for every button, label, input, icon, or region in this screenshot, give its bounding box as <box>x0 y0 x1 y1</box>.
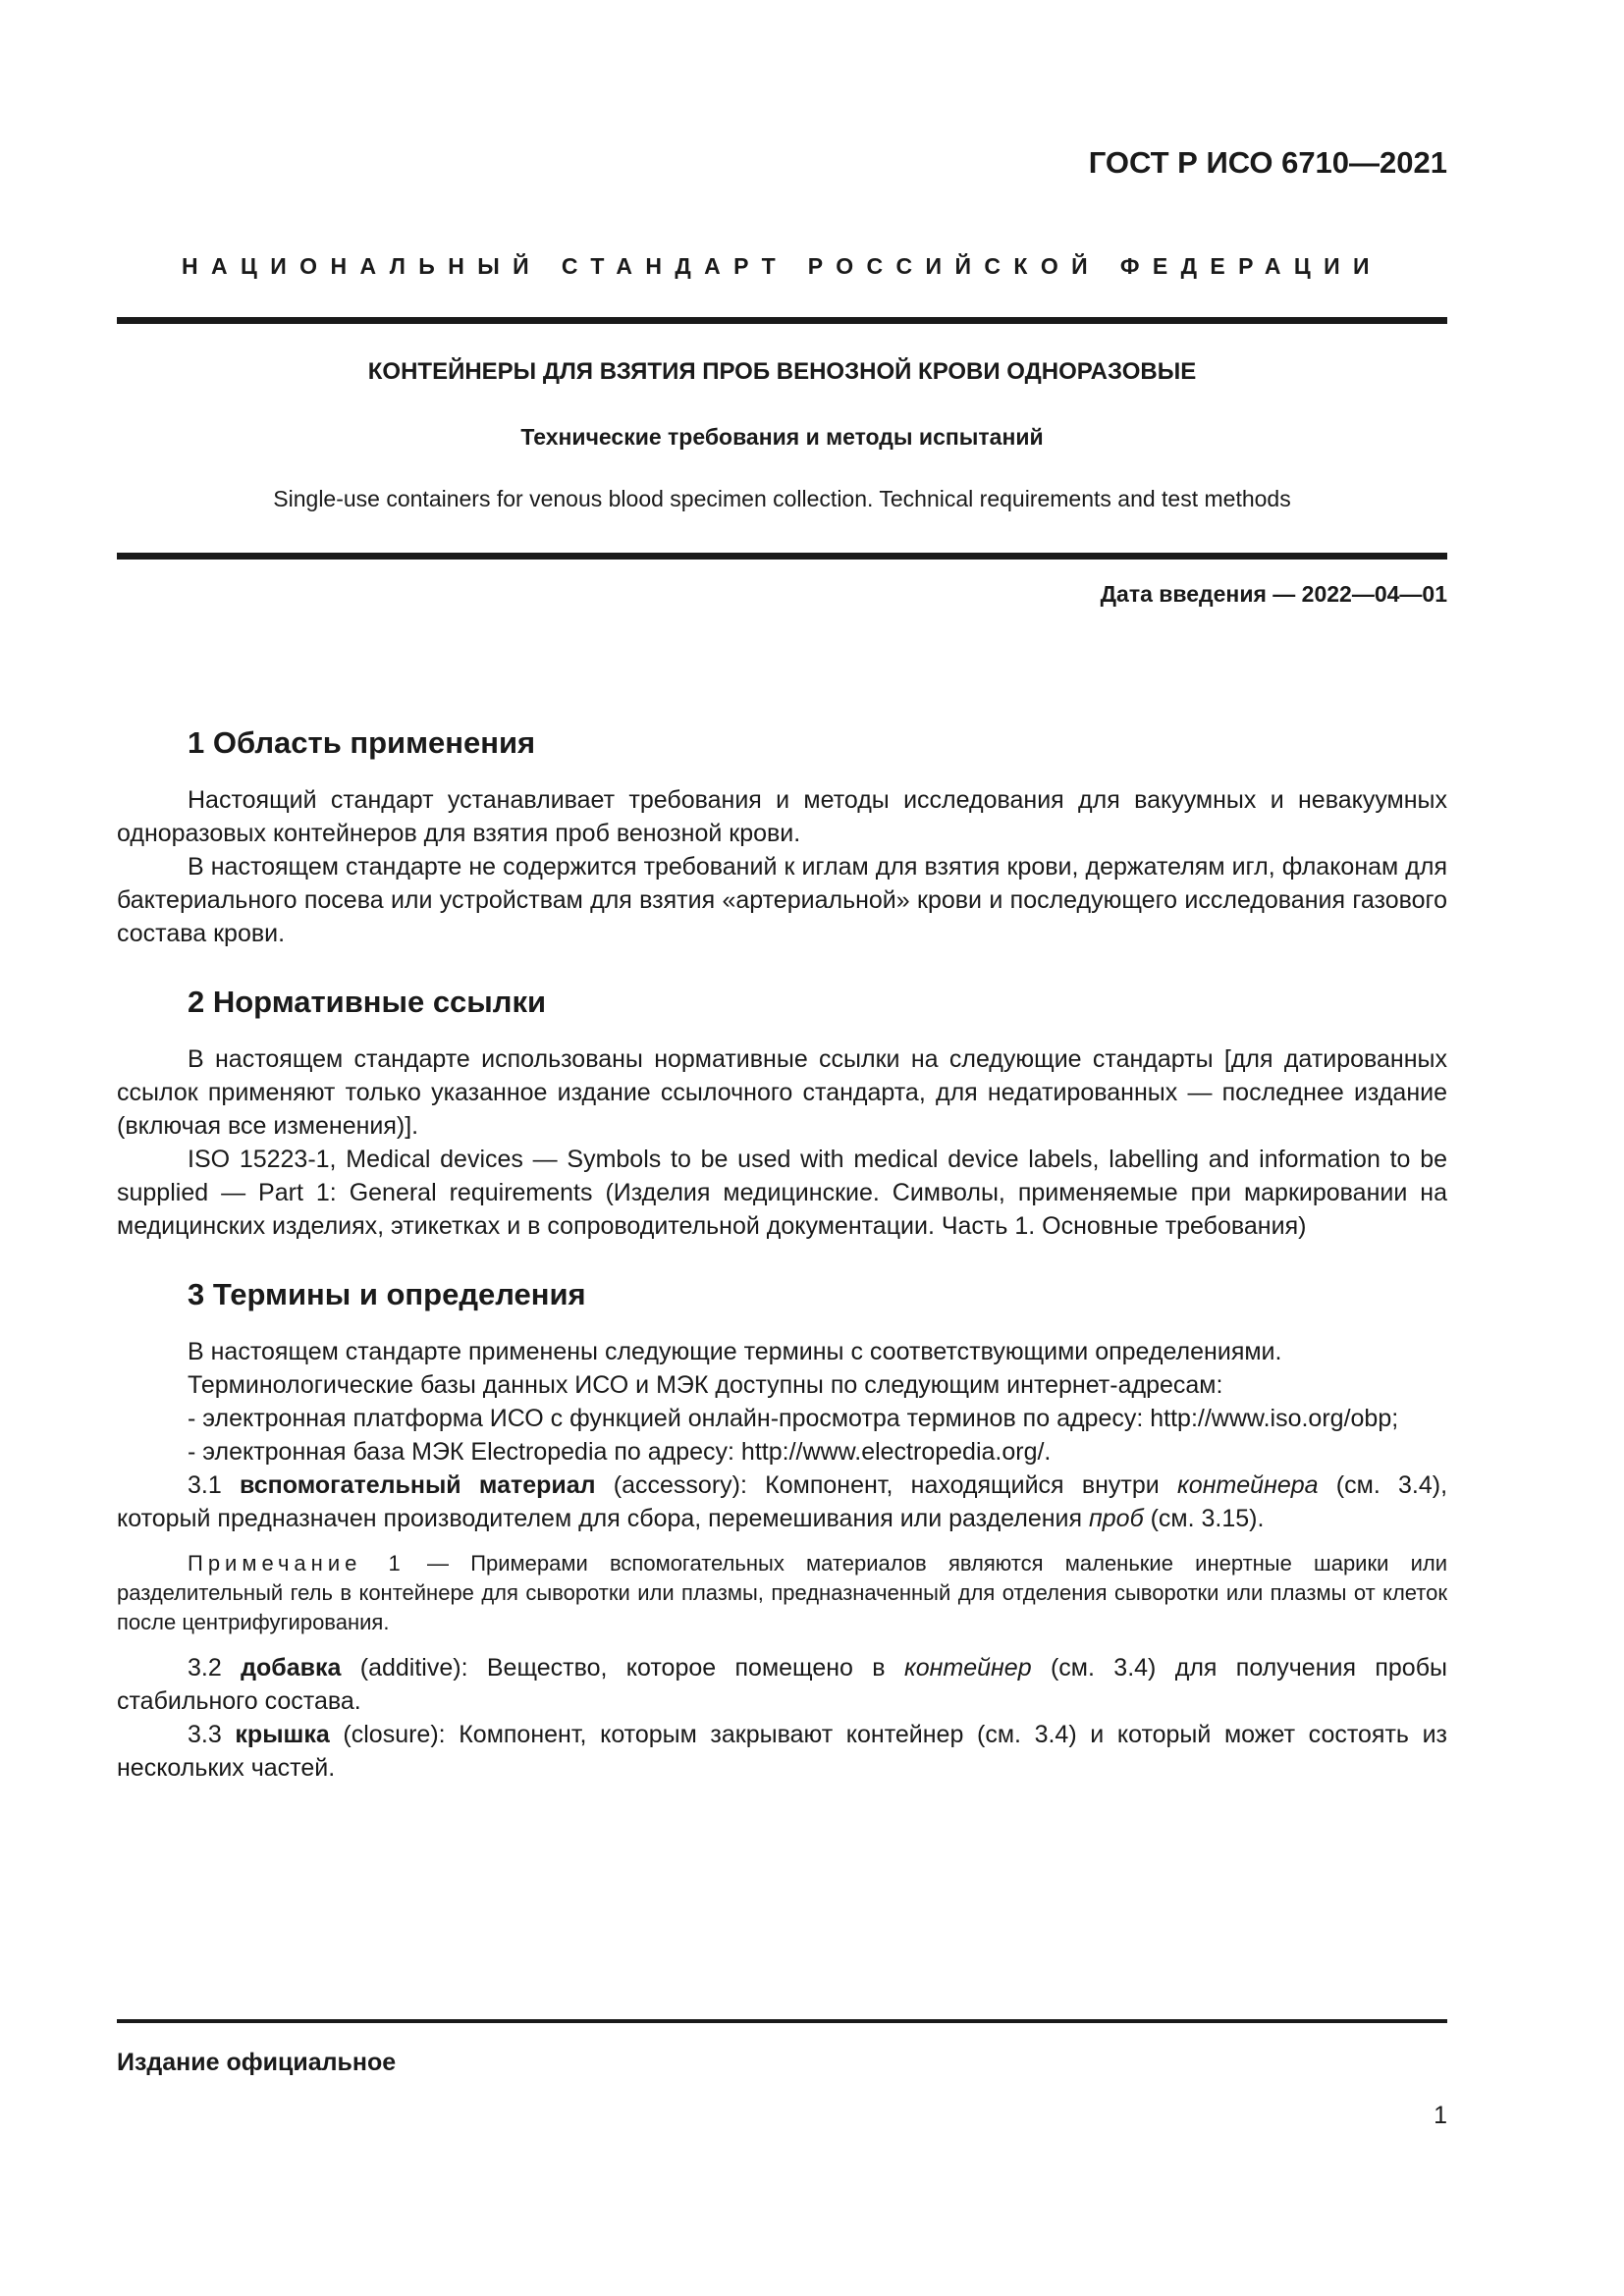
term-definition-text: (см. 3.15). <box>1143 1505 1265 1532</box>
document-subtitle-ru: Технические требования и методы испытаний <box>520 424 1044 450</box>
term-definition-text: (closure): Компонент, которым закрывают контейнер (см. 3.4) и который может состоять из нескольких частей. <box>117 1721 1447 1782</box>
term-number: 3.1 <box>188 1471 222 1499</box>
term-reference: проб <box>1089 1505 1144 1532</box>
term-reference: контейнер <box>903 1654 1032 1682</box>
section-terms-definitions <box>117 1270 1447 1785</box>
section-heading: 1 Область применения <box>188 725 536 760</box>
reference-entry: ISO 15223-1, Medical devices — Symbols to be used with medical device labels, labelling and information to be supplied — Part 1: General requirements (Изделия медицинские. Символы, применяемые при маркировании на медицинских изделиях, этикетках и в сопроводительной документации. Часть 1. Основные требования) <box>117 1146 1447 1240</box>
term-entry-3-3 <box>117 1718 1447 1785</box>
section-normative-references <box>117 978 1447 1243</box>
term-name: крышка <box>235 1721 330 1748</box>
paragraph: В настоящем стандарте не содержится требований к иглам для взятия крови, держателям игл, флаконам для бактериального посева или устройствам для взятия «артериальной» крови и последующего исследования газового состава крови. <box>117 853 1447 947</box>
term-number: 3.3 <box>188 1721 222 1748</box>
section-scope <box>117 719 1447 950</box>
list-item-electropedia: - электронная база МЭК Electropedia по адресу: http://www.electropedia.org/. <box>188 1438 1052 1466</box>
term-name: добавка <box>241 1654 342 1682</box>
section-heading: 3 Термины и определения <box>188 1277 586 1311</box>
paragraph: В настоящем стандарте применены следующие термины с соответствующими определениями. <box>188 1338 1282 1365</box>
page-number: 1 <box>1434 2102 1447 2129</box>
paragraph: Терминологические базы данных ИСО и МЭК доступны по следующим интернет-адресам: <box>188 1371 1223 1399</box>
official-edition-label: Издание официальное <box>117 2049 397 2076</box>
national-standard-banner: НАЦИОНАЛЬНЫЙ СТАНДАРТ РОССИЙСКОЙ ФЕДЕРАЦИИ <box>182 253 1382 279</box>
document-code: ГОСТ Р ИСО 6710—2021 <box>1088 145 1447 180</box>
note-text: — Примерами вспомогательных материалов являются маленькие инертные шарики или разделительный гель в контейнере для сыворотки или плазмы, предназначенный для отделения сыворотки или плазмы от клеток после центрифугирования. <box>117 1551 1447 1634</box>
term-definition-text: (accessory): Компонент, находящийся внутри <box>595 1471 1177 1499</box>
term-name: вспомогательный материал <box>240 1471 596 1499</box>
term-reference: контейнера <box>1176 1471 1319 1499</box>
footer-divider <box>117 2019 1447 2023</box>
list-item-iso-platform: - электронная платформа ИСО с функцией онлайн-просмотра терминов по адресу: http://www.iso.org/obp; <box>188 1405 1399 1432</box>
title-divider <box>117 553 1447 560</box>
document-title-en: Single-use containers for venous blood specimen collection. Technical requirements and test methods <box>273 486 1291 511</box>
term-definition-text: (additive): Вещество, которое помещено в <box>341 1654 904 1682</box>
paragraph: Настоящий стандарт устанавливает требования и методы исследования для вакуумных и невакуумных одноразовых контейнеров для взятия проб венозной крови. <box>117 786 1447 847</box>
document-title-ru: КОНТЕЙНЕРЫ ДЛЯ ВЗЯТИЯ ПРОБ ВЕНОЗНОЙ КРОВИ ОДНОРАЗОВЫЕ <box>367 358 1197 385</box>
term-entry-3-1 <box>117 1468 1447 1535</box>
paragraph: В настоящем стандарте использованы нормативные ссылки на следующие стандарты [для датированных ссылок применяют только указанное издание ссылочного стандарта, для недатированных — последнее издание (включая все изменения)]. <box>117 1045 1447 1140</box>
term-entry-3-2 <box>117 1651 1447 1718</box>
section-heading: 2 Нормативные ссылки <box>188 985 547 1019</box>
introduction-date: Дата введения — 2022—04—01 <box>1100 581 1447 607</box>
note-1 <box>117 1549 1447 1637</box>
term-number: 3.2 <box>188 1654 222 1682</box>
header-divider <box>117 317 1447 324</box>
note-label: Примечание 1 <box>188 1551 406 1575</box>
term-definition-text: (см. 3.4), который предназначен производителем для сбора, перемешивания или разделения <box>117 1471 1448 1532</box>
term-definition-text: (см. 3.4) для получения пробы стабильного состава. <box>117 1654 1447 1715</box>
document-body <box>117 719 1447 1785</box>
